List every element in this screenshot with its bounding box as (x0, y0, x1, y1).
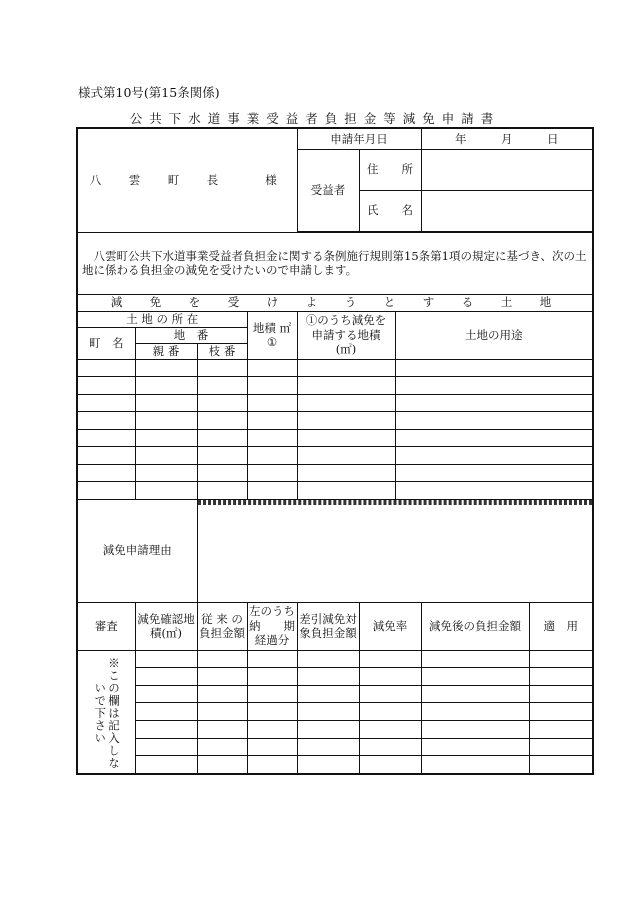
addressee: 八 雲 町 長 様 (77, 128, 297, 232)
beneficiary-label: 受益者 (297, 149, 359, 231)
review-col-4: 減免率 (359, 602, 421, 650)
application-form (76, 127, 594, 775)
land-row (77, 394, 593, 412)
land-row (77, 464, 593, 482)
review-row (77, 738, 593, 756)
date-label: 申請年月日 (297, 128, 421, 149)
exempt-area-header: ①のうち減免を申請する地積(㎡) (297, 311, 395, 359)
office-use-note: ※この欄は記入しないで下さい (77, 650, 135, 774)
form-number: 様式第10号(第15条関係) (78, 85, 220, 100)
date-field[interactable]: 年 月 日 (421, 128, 593, 149)
review-row (77, 668, 593, 686)
town-header: 町 名 (77, 327, 135, 359)
review-row (77, 756, 593, 774)
review-label: 審査 (77, 602, 135, 650)
land-row (77, 377, 593, 395)
lot-header: 地 番 (135, 327, 247, 343)
land-row (77, 412, 593, 430)
review-col-3: 差引減免対 象負担金額 (297, 602, 359, 650)
review-row (77, 703, 593, 721)
land-row (77, 482, 593, 500)
name-field[interactable] (421, 190, 593, 231)
branch-lot-header: 枝 番 (197, 343, 247, 359)
land-row (77, 359, 593, 377)
parent-lot-header: 親 番 (135, 343, 197, 359)
usage-header: 土地の用途 (395, 311, 593, 359)
notice-text: 八雲町公共下水道事業受益者負担金に関する条例施行規則第15条第1項の規定に基づき、次の土地に係わる負担金の減免を受けたいので申請します。 (77, 232, 593, 294)
reason-label: 減免申請理由 (77, 499, 197, 602)
review-row (77, 650, 593, 668)
form-title: 公共下水道事業受益者負担金等減免申請書 (129, 111, 501, 126)
land-row (77, 429, 593, 447)
reason-field[interactable] (197, 499, 593, 602)
land-row (77, 447, 593, 465)
address-label: 住 所 (359, 149, 421, 190)
location-header: 土 地 の 所 在 (77, 311, 247, 327)
address-field[interactable] (421, 149, 593, 190)
review-col-0: 減免確認地積(㎡) (135, 602, 197, 650)
review-col-5: 減免後の負担金額 (421, 602, 529, 650)
review-col-1: 従 来 の負担金額 (197, 602, 247, 650)
area-header: 地積 ㎡ ① (247, 311, 297, 359)
review-col-2: 左のうち納 期経過分 (247, 602, 297, 650)
review-row (77, 685, 593, 703)
land-section-title: 減 免 を 受 け よ う と す る 土 地 (77, 294, 593, 311)
review-col-6: 適 用 (529, 602, 593, 650)
review-row (77, 721, 593, 739)
name-label: 氏 名 (359, 190, 421, 231)
